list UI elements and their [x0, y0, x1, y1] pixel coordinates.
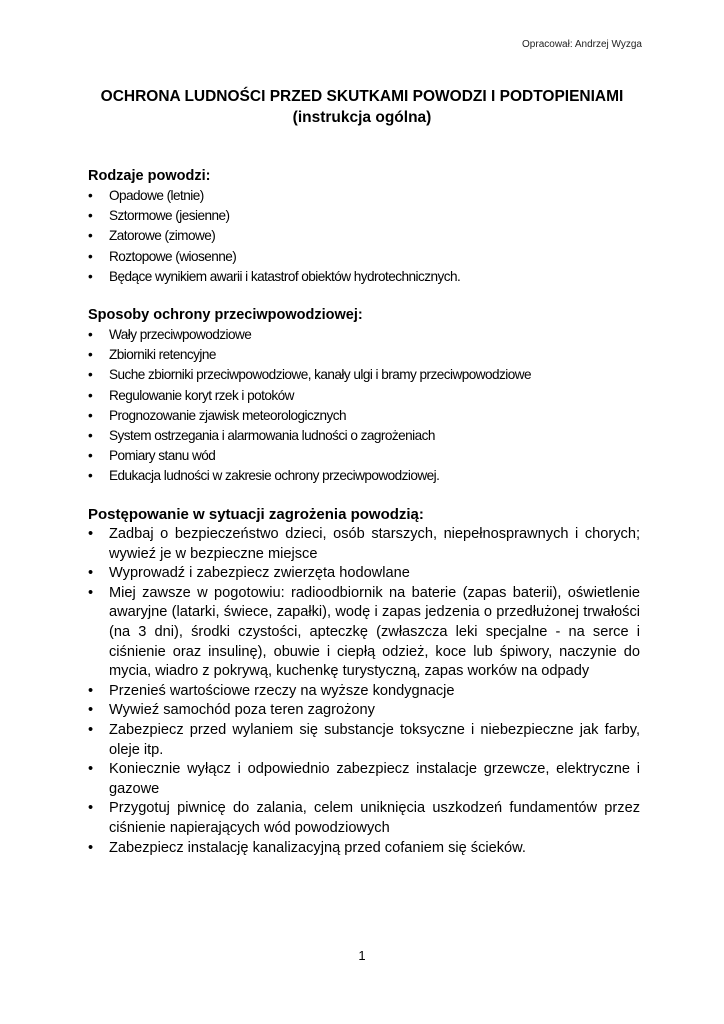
list-item: • Zatorowe (zimowe)	[88, 226, 640, 246]
page-number: 1	[358, 948, 366, 963]
document-title	[0, 86, 724, 128]
list-item: • Wały przeciwpowodziowe	[88, 325, 640, 345]
list-item: • Opadowe (letnie)	[88, 186, 640, 206]
list-item: • Regulowanie koryt rzek i potoków	[88, 386, 640, 406]
section-heading: Sposoby ochrony przeciwpowodziowej:	[88, 307, 363, 323]
title-line-1: OCHRONA LUDNOŚCI PRZED SKUTKAMI POWODZI I PODTOPIENIAMI	[100, 88, 624, 105]
title-line-2: (instrukcja ogólna)	[292, 109, 432, 126]
section-heading: Postępowanie w sytuacji zagrożenia powodzią:	[88, 506, 424, 523]
section-protection-methods	[88, 305, 640, 487]
protection-methods-list	[88, 325, 640, 487]
list-item: • Roztopowe (wiosenne)	[88, 247, 640, 267]
list-item: • Koniecznie wyłącz i odpowiednio zabezpiecz instalacje grzewcze, elektryczne i gazowe	[88, 760, 640, 799]
list-item: • Edukacja ludności w zakresie ochrony przeciwpowodziowej.	[88, 466, 640, 486]
section-flood-types	[88, 166, 640, 287]
list-item: • Suche zbiorniki przeciwpowodziowe, kanały ulgi i bramy przeciwpowodziowe	[88, 365, 640, 385]
list-item: • Wyprowadź i zabezpiecz zwierzęta hodowlane	[88, 564, 640, 584]
list-item: • System ostrzegania i alarmowania ludności o zagrożeniach	[88, 426, 640, 446]
list-item: • Zadbaj o bezpieczeństwo dzieci, osób starszych, niepełnosprawnych i chorych; wywieź je w bezpieczne miejsce	[88, 525, 640, 564]
section-heading: Rodzaje powodzi:	[88, 168, 211, 184]
list-item: • Prognozowanie zjawisk meteorologicznych	[88, 406, 640, 426]
list-item: • Zbiorniki retencyjne	[88, 345, 640, 365]
list-item: • Zabezpiecz przed wylaniem się substancje toksyczne i niebezpieczne jak farby, oleje itp.	[88, 721, 640, 760]
emergency-procedure-list	[88, 525, 640, 858]
list-item: • Wywieź samochód poza teren zagrożony	[88, 701, 640, 721]
author-header: Opracował: Andrzej Wyzga	[522, 39, 642, 50]
section-emergency-procedure	[88, 505, 640, 858]
list-item: • Będące wynikiem awarii i katastrof obiektów hydrotechnicznych.	[88, 267, 640, 287]
flood-types-list	[88, 186, 640, 287]
list-item: • Przygotuj piwnicę do zalania, celem uniknięcia uszkodzeń fundamentów przez ciśnienie napierających wód powodziowych	[88, 799, 640, 838]
list-item: • Pomiary stanu wód	[88, 446, 640, 466]
list-item: • Przenieś wartościowe rzeczy na wyższe kondygnacje	[88, 682, 640, 702]
list-item: • Miej zawsze w pogotowiu: radioodbiornik na baterie (zapas baterii), oświetlenie awaryjne (latarki, świece, zapałki), wodę i zapas jedzenia o przedłużonej trwałości (na 3 dni), środki czystości, apteczkę (zwłaszcza leki specjalne - na serce i ciśnienie oraz insulinę), obuwie i ciepłą odzież, koce lub śpiwory, naczynie do mycia, wiadro z pokrywą, kuchenkę turystyczną, zapas worków na odpady	[88, 584, 640, 682]
list-item: • Sztormowe (jesienne)	[88, 206, 640, 226]
list-item: • Zabezpiecz instalację kanalizacyjną przed cofaniem się ścieków.	[88, 839, 640, 859]
